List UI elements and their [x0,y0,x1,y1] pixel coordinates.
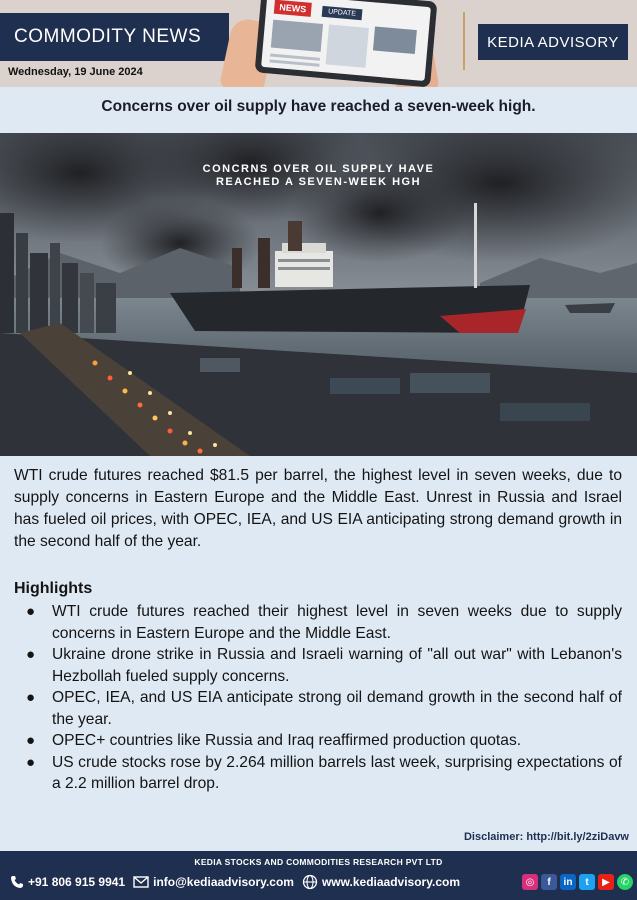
highlight-item [14,644,622,687]
email-address: info@kediaadvisory.com [153,875,294,889]
tablet-illustration [255,0,438,87]
hero-caption-line2: REACHED A SEVEN-WEEK HGH [215,176,422,188]
issue-date: Wednesday, 19 June 2024 [8,66,143,78]
twitter-icon[interactable]: t [579,874,595,890]
bullet-icon: ● [26,689,36,706]
linkedin-icon[interactable]: in [560,874,576,890]
facebook-icon[interactable]: f [541,874,557,890]
hero-caption-line1: CONCRNS OVER OIL SUPPLY HAVE [202,163,435,175]
highlight-text: US crude stocks rose by 2.264 million barrels last week, surprising expectations of a 2.2 million barrel drop. [52,753,622,792]
tablet-news-tag: NEWS [274,0,312,17]
highlights-heading: Highlights [14,580,93,597]
brand-logo: KEDIA ADVISORY [478,24,628,60]
bullet-icon: ● [26,732,36,749]
website-url: www.kediaadvisory.com [321,875,461,889]
whatsapp-icon[interactable]: ✆ [617,874,633,890]
highlight-item [14,730,622,752]
instagram-icon[interactable]: ◎ [522,874,538,890]
phone-number: +91 806 915 9941 [28,875,126,889]
tablet-image-block [271,20,323,52]
social-links [519,874,633,890]
tablet-update-tag: UPDATE [322,6,363,20]
contact-bar [10,874,468,890]
company-name: KEDIA STOCKS AND COMMODITIES RESEARCH PVT LTD [194,857,443,867]
tablet-screen [261,0,431,81]
highlight-item [14,687,622,730]
globe-icon [302,874,318,890]
mail-icon [133,876,149,888]
tablet-photo-block [373,26,417,54]
highlight-text: WTI crude futures reached their highest level in seven weeks due to supply concerns in Eastern Europe and the Middle East. [52,603,622,642]
highlight-text: OPEC, IEA, and US EIA anticipate strong oil demand growth in the second half of the year. [52,689,622,728]
phone-contact[interactable] [10,875,125,889]
page-footer [0,851,637,900]
youtube-icon[interactable]: ▶ [598,874,614,890]
article-headline: Concerns over oil supply have reached a seven-week high. [101,98,536,115]
highlight-text: OPEC+ countries like Russia and Iraq reaffirmed production quotas. [52,732,522,749]
brand-divider [463,12,465,70]
bullet-icon: ● [26,646,36,663]
highlight-item [14,601,622,644]
bullet-icon: ● [26,753,36,771]
article-summary: WTI crude futures reached $81.5 per barrel, the highest level in seven weeks, due to supply concerns in Eastern Europe and the Middle East. Unrest in Russia and Israel has fueled oil prices, with OPEC, IEA, and US EIA anticipating strong demand growth in the second half of the year. [14,467,622,550]
newsletter-title: COMMODITY NEWS [0,13,229,61]
highlight-item [14,752,622,795]
highlight-text: Ukraine drone strike in Russia and Israeli warning of "all out war" with Lebanon's Hezbollah fueled supply concerns. [52,646,622,685]
tablet-map-block [326,24,369,67]
website-contact[interactable] [302,874,460,890]
highlights-list [14,601,622,795]
bullet-icon: ● [26,603,36,620]
page-header [0,0,637,87]
disclaimer-link[interactable]: Disclaimer: http://bit.ly/2ziDavw [463,831,629,843]
email-contact[interactable] [133,875,294,889]
hero-caption [0,163,637,189]
phone-icon [10,875,24,889]
tablet-text-line [269,59,319,66]
